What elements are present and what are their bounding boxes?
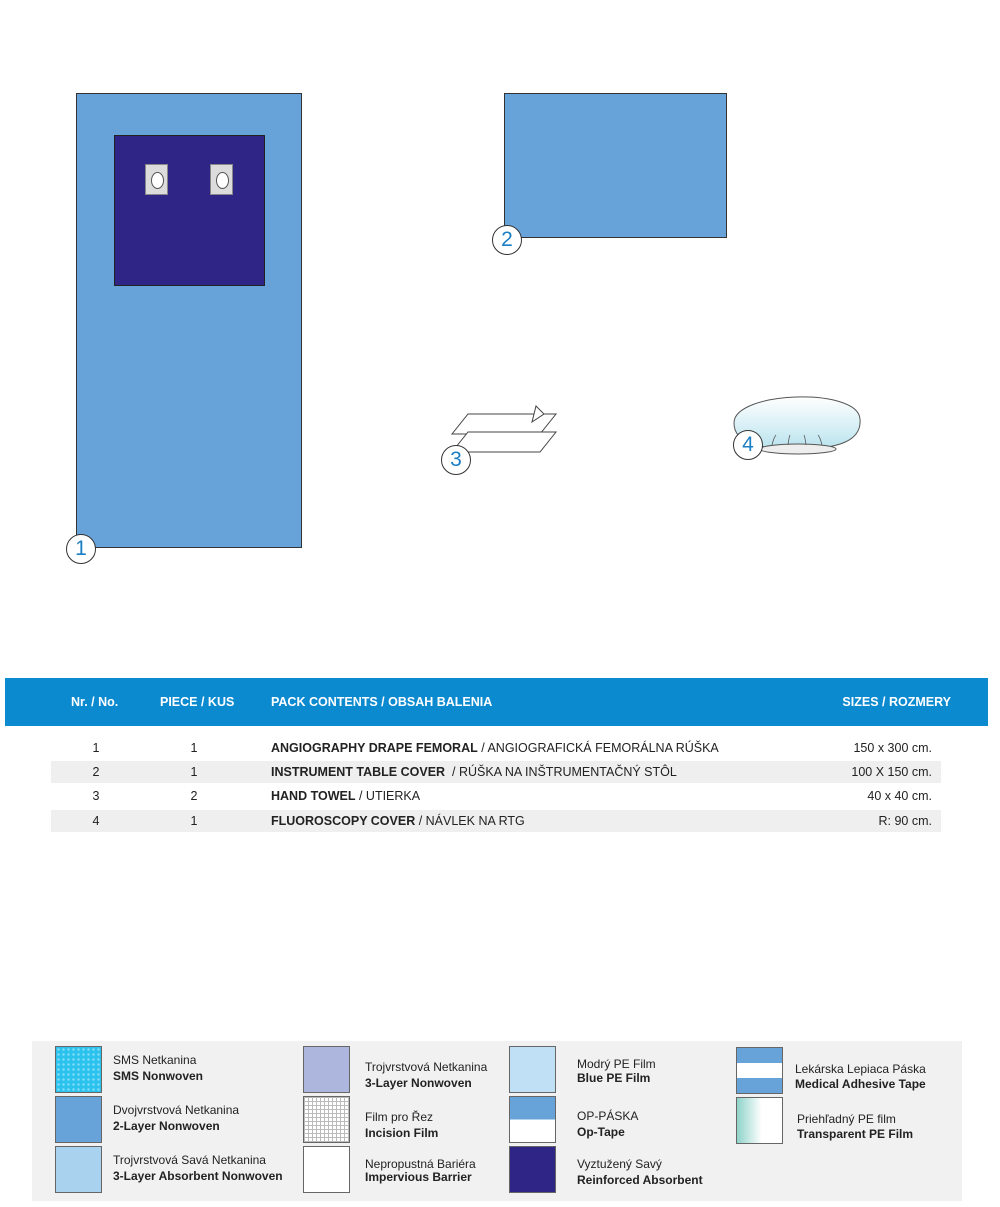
legend-item-transparent-pe-film — [797, 1112, 913, 1142]
callout-4: 4 — [733, 430, 763, 460]
legend-item-two-layer — [113, 1102, 239, 1134]
table-row — [51, 761, 941, 783]
legend-sk: Trojvrstvová Savá Netkanina — [113, 1153, 266, 1167]
row-piece: 1 — [190, 765, 198, 779]
legend-item-impervious-barrier — [365, 1158, 476, 1184]
row-contents — [271, 741, 719, 755]
legend-en: Incision Film — [365, 1126, 439, 1140]
row-name-sk: / UTIERKA — [355, 789, 421, 803]
legend-sk: Lekárska Lepiaca Páska — [795, 1062, 926, 1076]
legend-item-sms — [113, 1052, 203, 1084]
absorbent-nonwoven-swatch — [55, 1146, 102, 1193]
row-name-en: FLUOROSCOPY COVER — [271, 814, 416, 828]
legend-sk: OP-PÁSKA — [577, 1109, 639, 1123]
legend-en: Reinforced Absorbent — [577, 1173, 703, 1187]
femoral-incision-window-left — [145, 164, 168, 195]
row-piece: 2 — [190, 789, 198, 803]
three-layer-nonwoven-swatch — [303, 1046, 350, 1093]
impervious-barrier-swatch — [303, 1146, 350, 1193]
instrument-table-cover-illustration — [504, 93, 727, 238]
op-tape-swatch — [509, 1096, 556, 1143]
legend-sk: Trojvrstvová Netkanina — [365, 1060, 488, 1074]
legend-item-incision-film — [365, 1109, 438, 1141]
header-piece: PIECE / KUS — [160, 695, 235, 709]
header-sizes: SIZES / ROZMERY — [842, 695, 951, 709]
row-nr: 4 — [92, 814, 100, 828]
callout-3: 3 — [441, 445, 471, 475]
header-contents: PACK CONTENTS / OBSAH BALENIA — [271, 695, 493, 709]
header-nr: Nr. / No. — [71, 695, 119, 709]
femoral-incision-window-right — [210, 164, 233, 195]
legend-sk: Nepropustná Bariéra — [365, 1157, 476, 1171]
incision-film-swatch — [303, 1096, 350, 1143]
legend-sk: Modrý PE Film — [577, 1057, 656, 1071]
legend-item-absorbent — [113, 1152, 283, 1184]
row-nr: 3 — [92, 789, 100, 803]
table-row — [51, 737, 941, 759]
table-row — [51, 785, 941, 807]
angiography-drape-illustration — [76, 93, 302, 548]
legend-item-blue-pe-film — [577, 1057, 656, 1085]
legend-sk: Priehľadný PE film — [797, 1112, 896, 1126]
row-size: R: 90 cm. — [878, 814, 932, 828]
legend-sk: Vyztužený Savý — [577, 1157, 662, 1171]
legend-sk: Film pro Řez — [365, 1110, 434, 1124]
row-name-en: ANGIOGRAPHY DRAPE FEMORAL — [271, 741, 478, 755]
legend-item-op-tape — [577, 1108, 638, 1140]
row-contents — [271, 789, 420, 803]
row-name-en: HAND TOWEL — [271, 789, 356, 803]
row-name-sk: / NÁVLEK NA RTG — [415, 814, 525, 828]
legend-en: 3-Layer Nonwoven — [365, 1076, 472, 1090]
row-nr: 2 — [92, 765, 100, 779]
medical-adhesive-tape-swatch — [736, 1047, 783, 1094]
callout-2: 2 — [492, 225, 522, 255]
callout-1: 1 — [66, 534, 96, 564]
row-name-sk: / ANGIOGRAFICKÁ FEMORÁLNA RÚŠKA — [477, 741, 719, 755]
row-size: 100 X 150 cm. — [851, 765, 932, 779]
legend-en: Op-Tape — [577, 1125, 625, 1139]
row-contents — [271, 814, 525, 828]
row-size: 150 x 300 cm. — [853, 741, 932, 755]
legend-en: Medical Adhesive Tape — [795, 1077, 926, 1091]
legend-item-three-layer — [365, 1059, 487, 1091]
legend-item-medical-adhesive-tape — [795, 1062, 926, 1092]
legend-en: Blue PE Film — [577, 1071, 651, 1085]
row-nr: 1 — [92, 741, 100, 755]
sms-nonwoven-swatch — [55, 1046, 102, 1093]
row-name-en: INSTRUMENT TABLE COVER — [271, 765, 446, 779]
legend-sk: SMS Netkanina — [113, 1053, 197, 1067]
legend-en: 2-Layer Nonwoven — [113, 1119, 220, 1133]
legend-en: SMS Nonwoven — [113, 1069, 204, 1083]
legend-en: 3-Layer Absorbent Nonwoven — [113, 1169, 283, 1183]
blue-pe-film-swatch — [509, 1046, 556, 1093]
two-layer-nonwoven-swatch — [55, 1096, 102, 1143]
table-row — [51, 810, 941, 832]
table-header — [5, 678, 988, 726]
legend-sk: Dvojvrstvová Netkanina — [113, 1103, 240, 1117]
row-piece: 1 — [190, 814, 198, 828]
legend-item-reinforced-absorbent — [577, 1156, 703, 1188]
row-size: 40 x 40 cm. — [867, 789, 932, 803]
row-name-sk: / RÚŠKA NA INŠTRUMENTAČNÝ STÔL — [445, 765, 677, 779]
row-contents — [271, 765, 677, 779]
legend-en: Impervious Barrier — [365, 1170, 472, 1184]
reinforced-absorbent-panel — [114, 135, 265, 286]
row-piece: 1 — [190, 741, 198, 755]
legend-en: Transparent PE Film — [797, 1127, 914, 1141]
transparent-pe-film-swatch — [736, 1097, 783, 1144]
reinforced-absorbent-swatch — [509, 1146, 556, 1193]
